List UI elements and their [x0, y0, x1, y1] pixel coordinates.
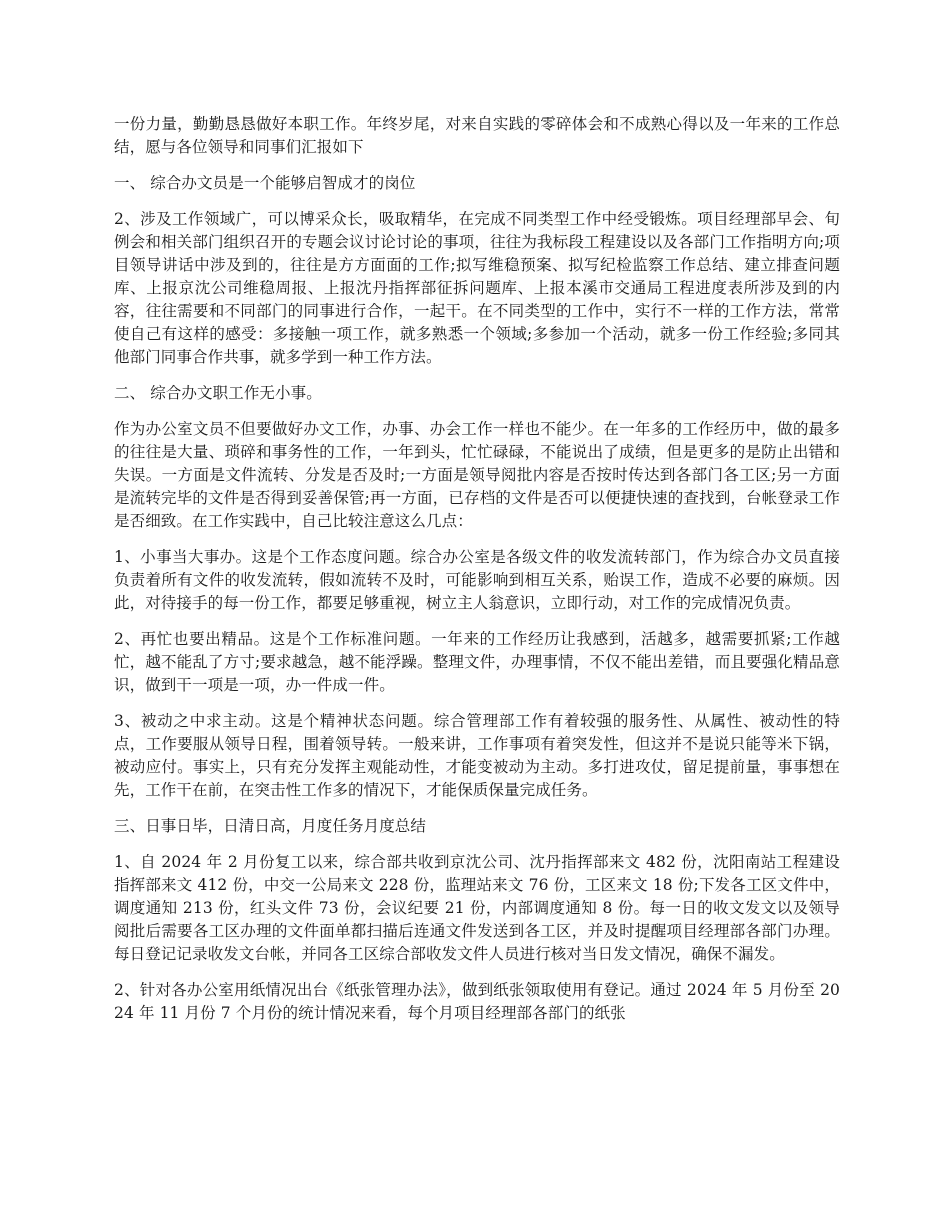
- paragraph-point-2: 2、再忙也要出精品。这是个工作标准问题。一年来的工作经历让我感到，活越多，越需要抓紧;工作越忙，越不能乱了方寸;要求越急，越不能浮躁。整理文件，办理事情，不仅不能出差错，而且要强化精品意识，做到干一项是一项，办一件成一件。: [114, 630, 840, 694]
- paragraph-work-scope: 2、涉及工作领域广，可以博采众长，吸取精华，在完成不同类型工作中经受锻炼。项目经理部早会、旬例会和相关部门组织召开的专题会议讨论讨论的事项，往往为我标段工程建设以及各部门工作指明方向;项目领导讲话中涉及到的，往往是方方面面的工作;拟写维稳预案、拟写纪检监察工作总结、建立排查问题库、上报京沈公司维稳周报、上报沈丹指挥部征拆问题库、上报本溪市交通局工程进度表所涉及到的内容，往往需要和不同部门的同事进行合作，一起干。在不同类型的工作中，实行不一样的工作方法，常常使自己有这样的感受：多接触一项工作，就多熟悉一个领域;多参加一个活动，就多一份工作经验;多同其他部门同事合作共事，就多学到一种工作方法。: [114, 210, 840, 366]
- section-heading-1: 一、 综合办文员是一个能够启智成才的岗位: [114, 174, 416, 192]
- document-body: [114, 113, 840, 1038]
- paragraph-paper-management: 2、针对各办公室用纸情况出台《纸张管理办法》，做到纸张领取使用有登记。通过 2024 年 5 月份至 2024 年 11 月份 7 个月份的统计情况来看，每个月项目经理部各部门的纸张: [114, 981, 840, 1022]
- paragraph-point-3: 3、被动之中求主动。这是个精神状态问题。综合管理部工作有着较强的服务性、从属性、被动性的特点，工作要服从领导日程，围着领导转。一般来讲，工作事项有着突发性，但这并不是说只能等米下锅，被动应付。事实上，只有充分发挥主观能动性，才能变被动为主动。多打进攻仗，留足提前量，事事想在先，工作干在前，在突击性工作多的情况下，才能保质保量完成任务。: [114, 712, 840, 799]
- paragraph-clerk-duties: 作为办公室文员不但要做好办文工作，办事、办会工作一样也不能少。在一年多的工作经历中，做的最多的往往是大量、琐碎和事务性的工作，一年到头，忙忙碌碌，不能说出了成绩，但是更多的是防止出错和失误。一方面是文件流转、分发是否及时;一方面是领导阅批内容是否按时传达到各部门各工区;另一方面是流转完毕的文件是否得到妥善保管;再一方面，已存档的文件是否可以便捷快速的查找到，台帐登录工作是否细致。在工作实践中，自己比较注意这么几点：: [114, 420, 840, 530]
- section-heading-2: 二、 综合办文职工作无小事。: [114, 384, 322, 402]
- section-heading-3: 三、日事日毕，日清日高，月度任务月度总结: [114, 817, 427, 835]
- paragraph-intro: 一份力量，勤勤恳恳做好本职工作。年终岁尾，对来自实践的零碎体会和不成熟心得以及一年来的工作总结，愿与各位领导和同事们汇报如下: [114, 115, 840, 156]
- paragraph-point-1: 1、小事当大事办。这是个工作态度问题。综合办公室是各级文件的收发流转部门，作为综合办文员直接负责着所有文件的收发流转，假如流转不及时，可能影响到相互关系，贻误工作，造成不必要的麻烦。因此，对待接手的每一份工作，都要足够重视，树立主人翁意识，立即行动，对工作的完成情况负责。: [114, 548, 840, 612]
- paragraph-document-stats: 1、自 2024 年 2 月份复工以来，综合部共收到京沈公司、沈丹指挥部来文 482 份，沈阳南站工程建设指挥部来文 412 份，中交一公局来文 228 份，监理站来文 76 份，工区来文 18 份;下发各工区文件中，调度通知 213 份，红头文件 73 份，会议纪要 21 份，内部调度通知 8 份。每一日的收文发文以及领导阅批后需要各工区办理的文件面单都扫描后连通文件发送到各工区，并及时提醒项目经理部各部门办理。每日登记记录收发文台帐，并同各工区综合部收发文件人员进行核对当日发文情况，确保不漏发。: [114, 853, 840, 963]
